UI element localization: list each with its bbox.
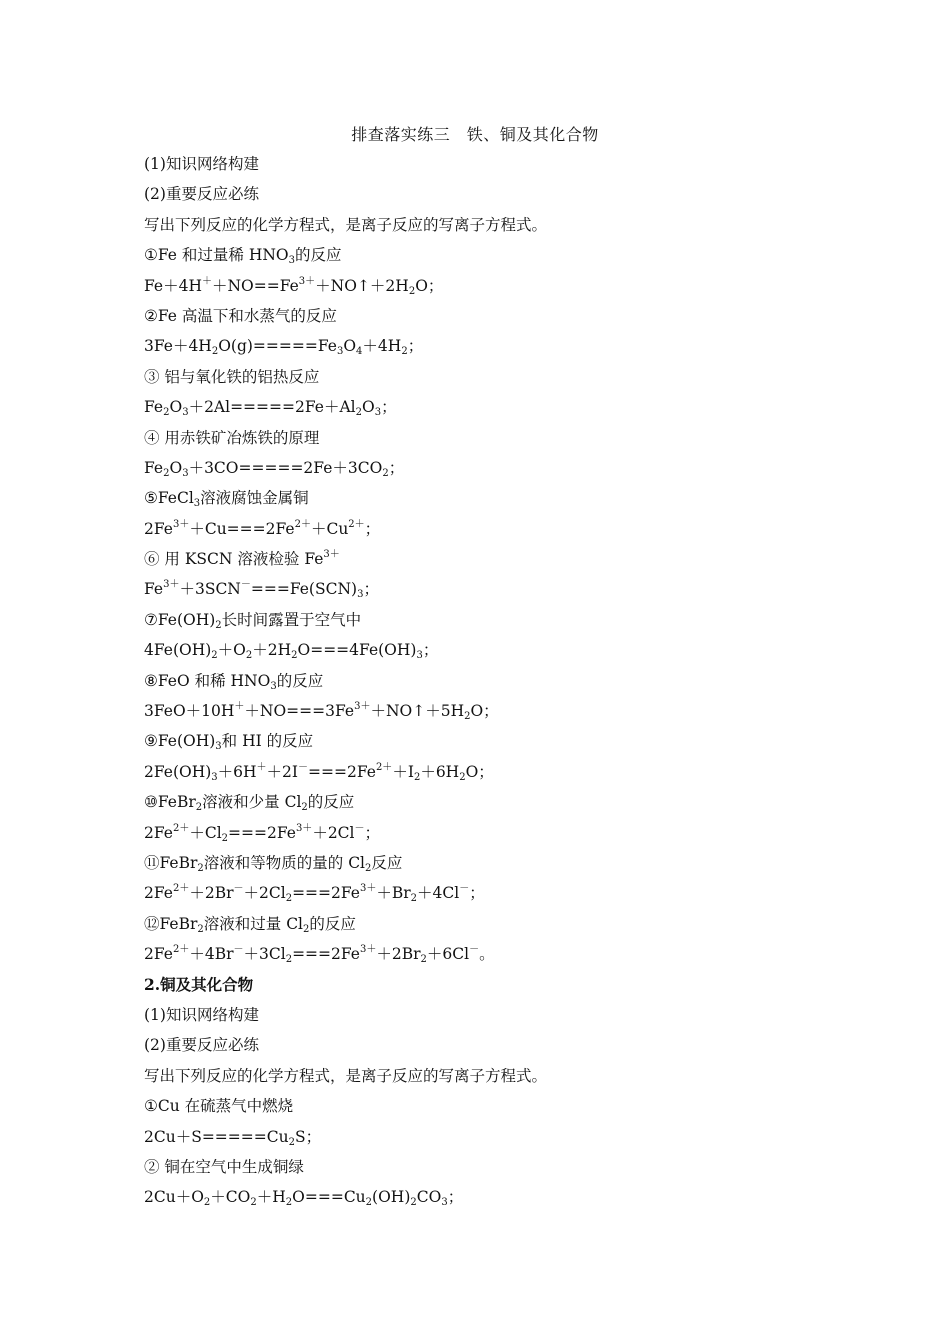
section-heading: 2.铜及其化合物 [144, 974, 254, 994]
text-line: $3FeO+10H^++NO===3Fe^{3+}+NO↑+5H_2O$； [144, 701, 499, 723]
text-line: 写出下列反应的化学方程式，是离子反应的写离子方程式。 [144, 215, 548, 234]
text-line: ①Cu 在硫蒸气中燃烧 [144, 1097, 294, 1116]
text-line: $2Fe^{2+}+2Br^-+2Cl_2===2Fe^{3+}+Br_2+4Cl^-$； [144, 883, 485, 905]
text-line: (2)重要反应必练 [144, 185, 259, 204]
text-line: $2Fe^{2+}+Cl_2===2Fe^{3+}+2Cl^-$； [144, 822, 381, 844]
text-line: $Fe+4H^++NO==Fe^{3+}+NO↑+2H_2O$； [144, 275, 444, 297]
text-line: ②Fe 高温下和水蒸气的反应 [144, 306, 337, 325]
text-line: ④ 用赤铁矿冶炼铁的原理 [144, 428, 320, 447]
text-line: ⑩FeBr$_2$溶液和少量 $Cl_2$的反应 [144, 793, 355, 814]
text-line: ⑥ 用 KSCN 溶液检验 $Fe^{3+}$ [144, 549, 340, 569]
text-line: $Fe^{3+}+3SCN^-===Fe(SCN)_3$； [144, 579, 379, 601]
text-line: $2Fe(OH)_3+6H^++2I^-===2Fe^{2+}+I_2+6H_2O$； [144, 761, 494, 783]
text-line: 写出下列反应的化学方程式，是离子反应的写离子方程式。 [144, 1066, 548, 1085]
page-title: 排查落实练三 铁、铜及其化合物 [351, 125, 599, 144]
text-line: ③ 铝与氧化铁的铝热反应 [144, 367, 320, 386]
text-line: $⑦Fe(OH)_2$长时间露置于空气中 [144, 610, 362, 631]
text-line: $2Cu+O_2+CO_2+H_2O===Cu_2(OH)_2CO_3$； [144, 1188, 464, 1209]
text-line: $2Fe^{3+}+Cu===2Fe^{2+}+Cu^{2+}$； [144, 518, 381, 538]
text-line: $2Fe^{2+}+4Br^-+3Cl_2===2Fe^{3+}+2Br_2+6Cl^-$。 [144, 944, 495, 966]
text-line: (1)知识网络构建 [144, 155, 259, 173]
text-line: $3Fe+4H_2O(g)=====Fe_3O_4+4H_2$； [144, 337, 424, 358]
text-line: $Fe_2O_3+2Al=====2Fe+Al_2O_3$； [144, 398, 397, 419]
text-line: ①Fe 和过量稀 $HNO_3$的反应 [144, 246, 342, 267]
text-line: $4Fe(OH)_2+O_2+2H_2O===4Fe(OH)_3$； [144, 641, 439, 662]
text-line: ⑧FeO 和稀 $HNO_3$的反应 [144, 671, 324, 692]
text-line: (1)知识网络构建 [144, 1005, 259, 1024]
text-line: $⑨Fe(OH)_3$和 HI 的反应 [144, 732, 314, 753]
text-line: (2)重要反应必练 [144, 1036, 259, 1055]
text-line: ⑪FeBr$_2$溶液和等物质的量的 $Cl_2$反应 [144, 853, 403, 874]
document-body [144, 153, 824, 1217]
text-line: ⑤FeCl$_3$溶液腐蚀金属铜 [144, 489, 309, 510]
text-line: ⑫FeBr$_2$溶液和过量 $Cl_2$的反应 [144, 914, 356, 935]
text-line: ② 铜在空气中生成铜绿 [144, 1157, 304, 1176]
text-line: $2Cu+S=====Cu_2S$； [144, 1127, 322, 1148]
text-line: $Fe_2O_3+3CO=====2Fe+3CO_2$； [144, 458, 405, 479]
